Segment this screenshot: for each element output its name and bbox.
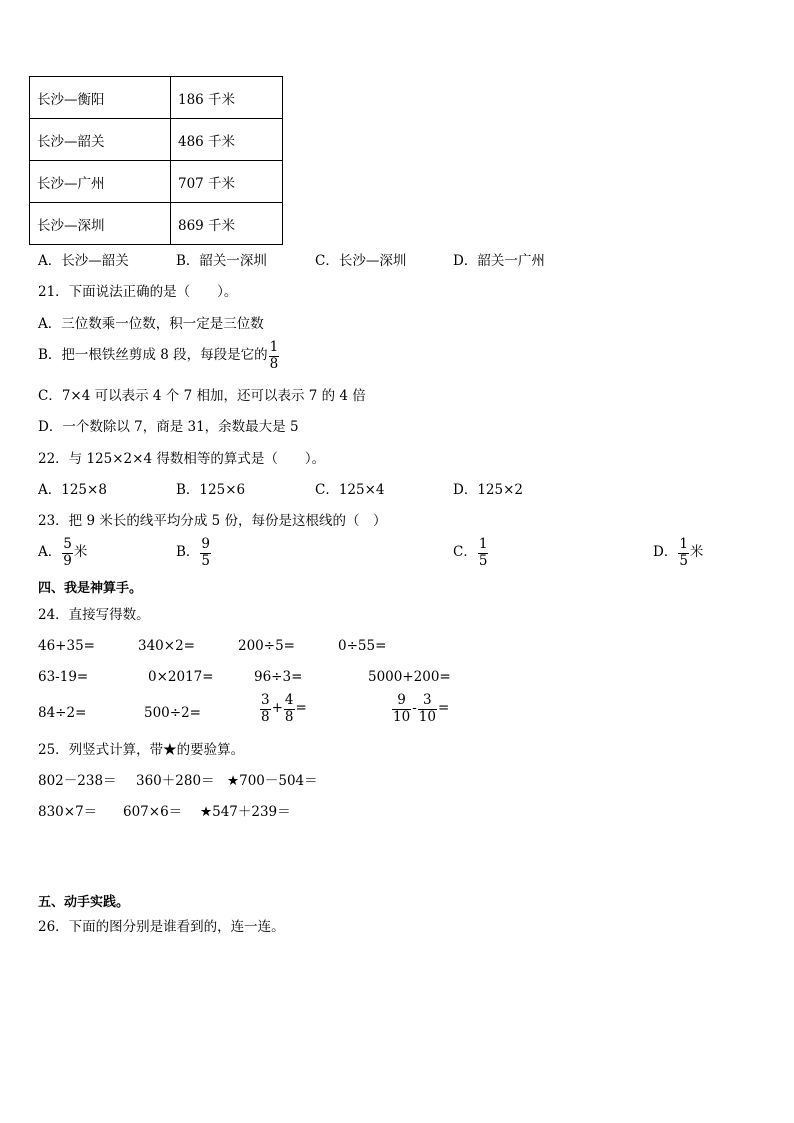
section-4-title: 四、我是神算手。	[38, 581, 143, 596]
calc-item: 0÷55=	[338, 638, 387, 654]
calc-item: 5000+200=	[368, 669, 451, 685]
denominator: 8	[269, 355, 279, 372]
calc-item: 830×7＝	[38, 804, 98, 820]
option-label: C．	[453, 544, 477, 561]
q23-stem: 23．把 9 米长的线平均分成 5 份，每份是这根线的（ ）	[38, 513, 387, 529]
q21-option-b-text: B．把一根铁丝剪成 8 段，每段是它的	[38, 347, 268, 364]
calc-item: 500÷2=	[144, 705, 201, 721]
option-label: B．	[176, 544, 200, 561]
unit: 米	[73, 544, 88, 561]
distance-cell: 869 千米	[171, 203, 283, 245]
q22-option-b: B．125×6	[176, 482, 246, 498]
q22-option-a: A．125×8	[38, 482, 107, 498]
q26-stem: 26．下面的图分别是谁看到的，连一连。	[38, 919, 285, 935]
route-cell: 长沙—衡阳	[30, 77, 171, 119]
operator: -	[412, 700, 417, 717]
fraction	[260, 694, 271, 724]
distance-table	[29, 76, 283, 245]
q25-stem: 25．列竖式计算，带★的要验算。	[38, 742, 245, 758]
denominator: 5	[478, 552, 488, 569]
denominator: 5	[679, 552, 688, 569]
q20-option-d: D．韶关一广州	[453, 253, 545, 269]
calc-item: 802－238＝	[38, 773, 117, 789]
option-label: D．	[653, 544, 678, 561]
numerator: 3	[423, 692, 432, 708]
table-row	[30, 119, 283, 161]
q23-option-b	[176, 538, 212, 568]
table-row	[30, 203, 283, 245]
calc-item: 0×2017=	[148, 669, 214, 685]
fraction	[200, 538, 211, 568]
q21-option-b	[38, 341, 280, 371]
denominator: 10	[418, 708, 436, 725]
distance-cell: 186 千米	[171, 77, 283, 119]
numerator: 1	[269, 339, 279, 355]
calc-item: 340×2=	[138, 638, 195, 654]
route-cell: 长沙—广州	[30, 161, 171, 203]
route-cell: 长沙—深圳	[30, 203, 171, 245]
q23-option-d	[653, 538, 703, 568]
route-cell: 长沙—韶关	[30, 119, 171, 161]
fraction-expression	[259, 694, 307, 724]
numerator: 1	[679, 536, 688, 552]
calc-item: 200÷5=	[238, 638, 295, 654]
table-row	[30, 161, 283, 203]
distance-cell: 486 千米	[171, 119, 283, 161]
fraction	[284, 694, 295, 724]
denominator: 8	[284, 708, 294, 725]
section-5-title: 五、动手实践。	[38, 895, 130, 910]
q22-option-d: D．125×2	[453, 482, 523, 498]
table-row	[30, 77, 283, 119]
q20-option-b: B．韶关一深圳	[176, 253, 267, 269]
q24-stem: 24．直接写得数。	[38, 607, 150, 623]
calc-item: 46+35=	[38, 638, 95, 654]
calc-item: 607×6＝	[123, 804, 183, 820]
fraction	[418, 694, 437, 724]
fraction	[478, 538, 489, 568]
fraction-expression	[391, 694, 449, 724]
numerator: 9	[201, 536, 211, 552]
q20-option-a: A．长沙—韶关	[38, 253, 129, 269]
q23-option-c	[453, 538, 489, 568]
fraction	[392, 694, 411, 724]
denominator: 9	[63, 552, 72, 569]
fraction	[678, 538, 689, 568]
numerator: 5	[63, 536, 72, 552]
calc-item: ★700－504＝	[227, 773, 318, 789]
calc-item: 96÷3=	[254, 669, 303, 685]
equals: =	[295, 700, 307, 717]
equals: =	[437, 700, 450, 717]
denominator: 10	[393, 708, 411, 725]
q20-option-c: C．长沙—深圳	[315, 253, 407, 269]
numerator: 4	[284, 692, 294, 708]
numerator: 1	[478, 536, 488, 552]
calc-item: 360＋280＝	[136, 773, 215, 789]
calc-item: 63-19=	[38, 669, 89, 685]
operator: +	[271, 700, 283, 717]
option-label: A．	[38, 544, 62, 561]
fraction	[269, 341, 280, 371]
calc-item: 84÷2=	[38, 705, 87, 721]
denominator: 5	[201, 552, 211, 569]
numerator: 3	[261, 692, 270, 708]
q22-option-c: C．125×4	[315, 482, 385, 498]
q21-option-a: A．三位数乘一位数，积一定是三位数	[38, 316, 264, 332]
denominator: 8	[261, 708, 270, 725]
distance-cell: 707 千米	[171, 161, 283, 203]
calc-item: ★547＋239＝	[200, 804, 291, 820]
q23-option-a	[38, 538, 87, 568]
unit: 米	[689, 544, 704, 561]
q21-option-d: D．一个数除以 7，商是 31，余数最大是 5	[38, 419, 299, 435]
fraction	[62, 538, 73, 568]
q21-stem: 21．下面说法正确的是（ ）。	[38, 284, 238, 300]
numerator: 9	[397, 692, 406, 708]
q21-option-c: C．7×4 可以表示 4 个 7 相加，还可以表示 7 的 4 倍	[38, 388, 366, 404]
q22-stem: 22．与 125×2×4 得数相等的算式是（ ）。	[38, 451, 326, 467]
